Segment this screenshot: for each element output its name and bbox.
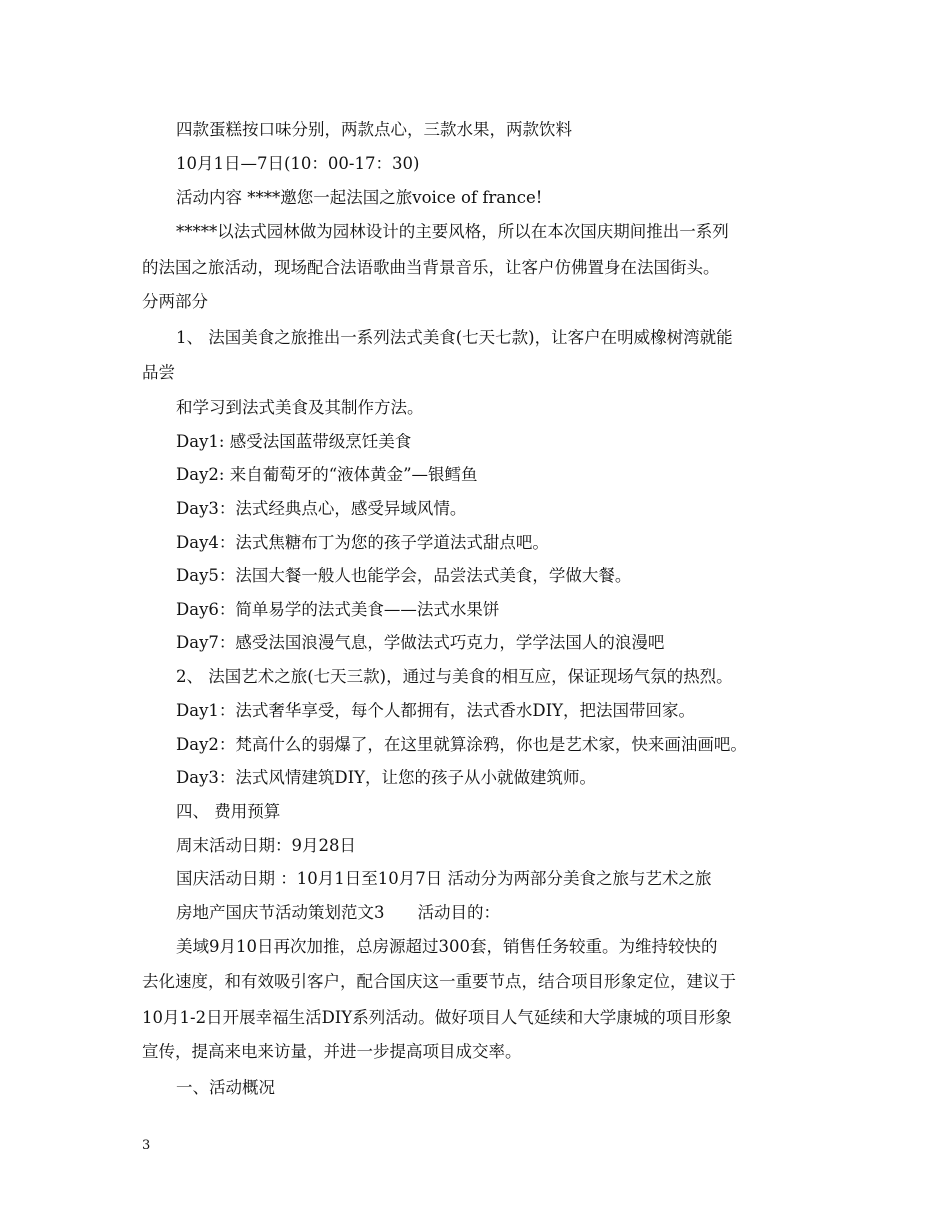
text-line: 2、 法国艺术之旅(七天三款)，通过与美食的相互应，保证现场气氛的热烈。 <box>176 667 733 686</box>
text-line: Day3：法式风情建筑DIY，让您的孩子从小就做建筑师。 <box>176 768 597 787</box>
text-line: 房地产国庆节活动策划范文3 活动目的： <box>176 903 500 922</box>
text-line: 一、活动概况 <box>176 1078 275 1097</box>
text-line: 四、 费用预算 <box>176 802 281 821</box>
text-line: Day3：法式经典点心，感受异域风情。 <box>176 499 467 518</box>
text-line: 品尝 <box>142 363 175 382</box>
text-line: 活动内容 ****邀您一起法国之旅voice of france! <box>176 188 543 207</box>
text-line: 和学习到法式美食及其制作方法。 <box>176 398 424 417</box>
page-number: 3 <box>142 1138 151 1153</box>
text-line: 分两部分 <box>142 292 208 311</box>
text-line: 周末活动日期：9月28日 <box>176 836 356 855</box>
text-line: 国庆活动日期 ：10月1日至10月7日 活动分为两部分美食之旅与艺术之旅 <box>176 869 712 888</box>
text-line: 的法国之旅活动，现场配合法语歌曲当背景音乐，让客户仿佛置身在法国街头。 <box>142 258 720 277</box>
text-line: 四款蛋糕按口味分别，两款点心，三款水果，两款饮料 <box>176 120 572 139</box>
text-line: Day2: 来自葡萄牙的“液体黄金”—银鳕鱼 <box>176 465 478 484</box>
text-line: Day1: 感受法国蓝带级烹饪美食 <box>176 432 412 451</box>
text-line: 10月1-2日开展幸福生活DIY系列活动。做好项目人气延续和大学康城的项目形象 <box>142 1008 732 1027</box>
text-line: *****以法式园林做为园林设计的主要风格，所以在本次国庆期间推出一系列 <box>176 222 729 241</box>
text-line: Day1：法式奢华享受，每个人都拥有，法式香水DIY，把法国带回家。 <box>176 701 696 720</box>
text-line: Day7：感受法国浪漫气息，学做法式巧克力，学学法国人的浪漫吧 <box>176 633 665 652</box>
text-line: Day4：法式焦糖布丁为您的孩子学道法式甜点吧。 <box>176 533 549 552</box>
text-line: 美域9月10日再次加推，总房源超过300套，销售任务较重。为维持较快的 <box>176 937 718 956</box>
text-line: 宣传，提高来电来访量，并进一步提高项目成交率。 <box>142 1042 522 1061</box>
text-line: 1、 法国美食之旅推出一系列法式美食(七天七款)，让客户在明威橡树湾就能 <box>176 328 733 347</box>
text-line: Day2：梵高什么的弱爆了，在这里就算涂鸦，你也是艺术家，快来画油画吧。 <box>176 735 747 754</box>
text-line: 10月1日—7日(10：00-17：30) <box>176 154 420 173</box>
text-line: Day5：法国大餐一般人也能学会，品尝法式美食，学做大餐。 <box>176 566 632 585</box>
text-line: Day6：简单易学的法式美食——法式水果饼 <box>176 600 500 619</box>
text-line: 去化速度，和有效吸引客户，配合国庆这一重要节点，结合项目形象定位，建议于 <box>142 972 736 991</box>
